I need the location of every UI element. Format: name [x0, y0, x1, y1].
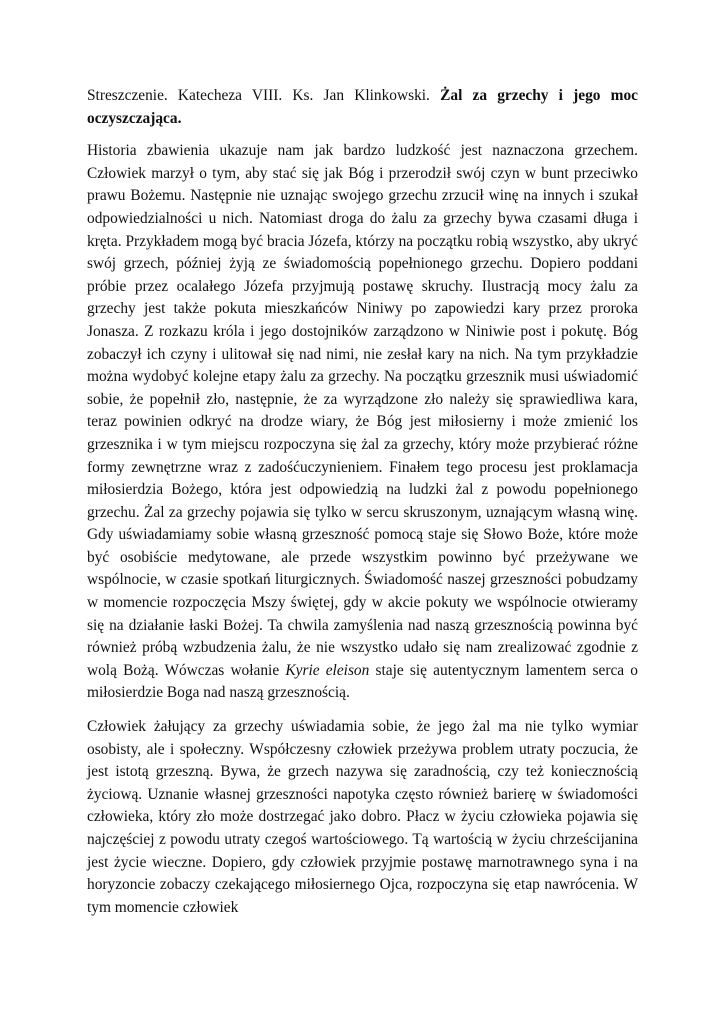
- paragraph-1-italic: Kyrie eleison: [285, 661, 370, 679]
- heading-prefix: Streszczenie. Katecheza VIII. Ks. Jan Klinkowski.: [87, 87, 430, 104]
- heading-title: Żal za grzechy i jego moc oczyszczająca.: [87, 87, 638, 127]
- paragraph-1-part-2: staje się autentycznym lamentem serca o miłosierdzie Boga nad naszą grzesznością.: [87, 661, 638, 702]
- paragraph-2-text: Człowiek żałujący za grzechy uświadamia sobie, że jego żal ma nie tylko wymiar osobisty, ale i społeczny. Współczesny człowiek przeżywa problem utraty poczucia, że jest istotą grzeszną. Bywa, że grzech nazywa się zaradnością, czy też koniecznością życiową. Uznanie własnej grzeszności napotyka często również barierę w świadomości człowieka, który zło może dostrzegać jako dobro. Płacz w życiu człowieka pojawia się najczęściej z powodu utraty czegoś wartościowego. Tą wartością w życiu chrześcijanina jest życie wieczne. Dopiero, gdy człowiek przyjmie postawę marnotrawnego syna i na horyzoncie zobaczy czekającego miłosiernego Ojca, rozpoczyna się etap nawrócenia. W tym momencie człowiek: [87, 718, 638, 916]
- paragraph-1: [87, 140, 638, 705]
- document-heading: [87, 85, 638, 130]
- paragraph-1-part-1: Historia zbawienia ukazuje nam jak bardzo ludzkość jest naznaczona grzechem. Człowiek marzył o tym, aby stać się jak Bóg i przerodził swój czyn w bunt przeciwko prawu Bożemu. Następnie nie uznając swojego grzechu zrzucił winę na innych i szukał odpowiedzialności u nich. Natomiast droga do żalu za grzechy bywa czasami długa i kręta. Przykładem mogą być bracia Józefa, którzy na początku robią wszystko, aby ukryć swój grzech, później żyją ze świadomością popełnionego grzechu. Dopiero poddani próbie przez ocalałego Józefa przyjmują postawę skruchy. Ilustracją mocy żalu za grzechy jest także pokuta mieszkańców Niniwy po zapowiedzi kary przez proroka Jonasza. Z rozkazu króla i jego dostojników zarządzono w Niniwie post i pokutę. Bóg zobaczył ich czyny i ulitował się nad nimi, nie zesłał kary na nich. Na tym przykładzie można wydobyć kolejne etapy żalu za grzechy. Na początku grzesznik musi uświadomić sobie, że popełnił zło, następnie, że za wyrządzone zło należy się sprawiedliwa kara, teraz powinien odkryć na drodze wiary, że Bóg jest miłosierny i może zmienić los grzesznika i w tym miejscu rozpoczyna się żal za grzechy, który może przybierać różne formy zewnętrzne wraz z zadośćuczynieniem. Finałem tego procesu jest proklamacja miłosierdzia Bożego, która jest odpowiedzią na ludzki żal z powodu popełnionego grzechu. Żal za grzechy pojawia się tylko w sercu skruszonym, uznającym własną winę. Gdy uświadamiamy sobie własną grzeszność pomocą staje się Słowo Boże, które może być osobiście medytowane, ale przede wszystkim powinno być przeżywane we wspólnocie, w czasie spotkań liturgicznych. Świadomość naszej grzeszności pobudzamy w momencie rozpoczęcia Mszy świętej, gdy w akcie pokuty we wspólnocie otwieramy się na działanie łaski Bożej. Ta chwila zamyślenia nad naszą grzesznością powinna być również próbą wzbudzenia żalu, że nie wszystko udało się nam zrealizować zgodnie z wolą Bożą. Wówczas wołanie: [87, 142, 638, 679]
- paragraph-2: [87, 716, 638, 919]
- document-page: [87, 85, 638, 930]
